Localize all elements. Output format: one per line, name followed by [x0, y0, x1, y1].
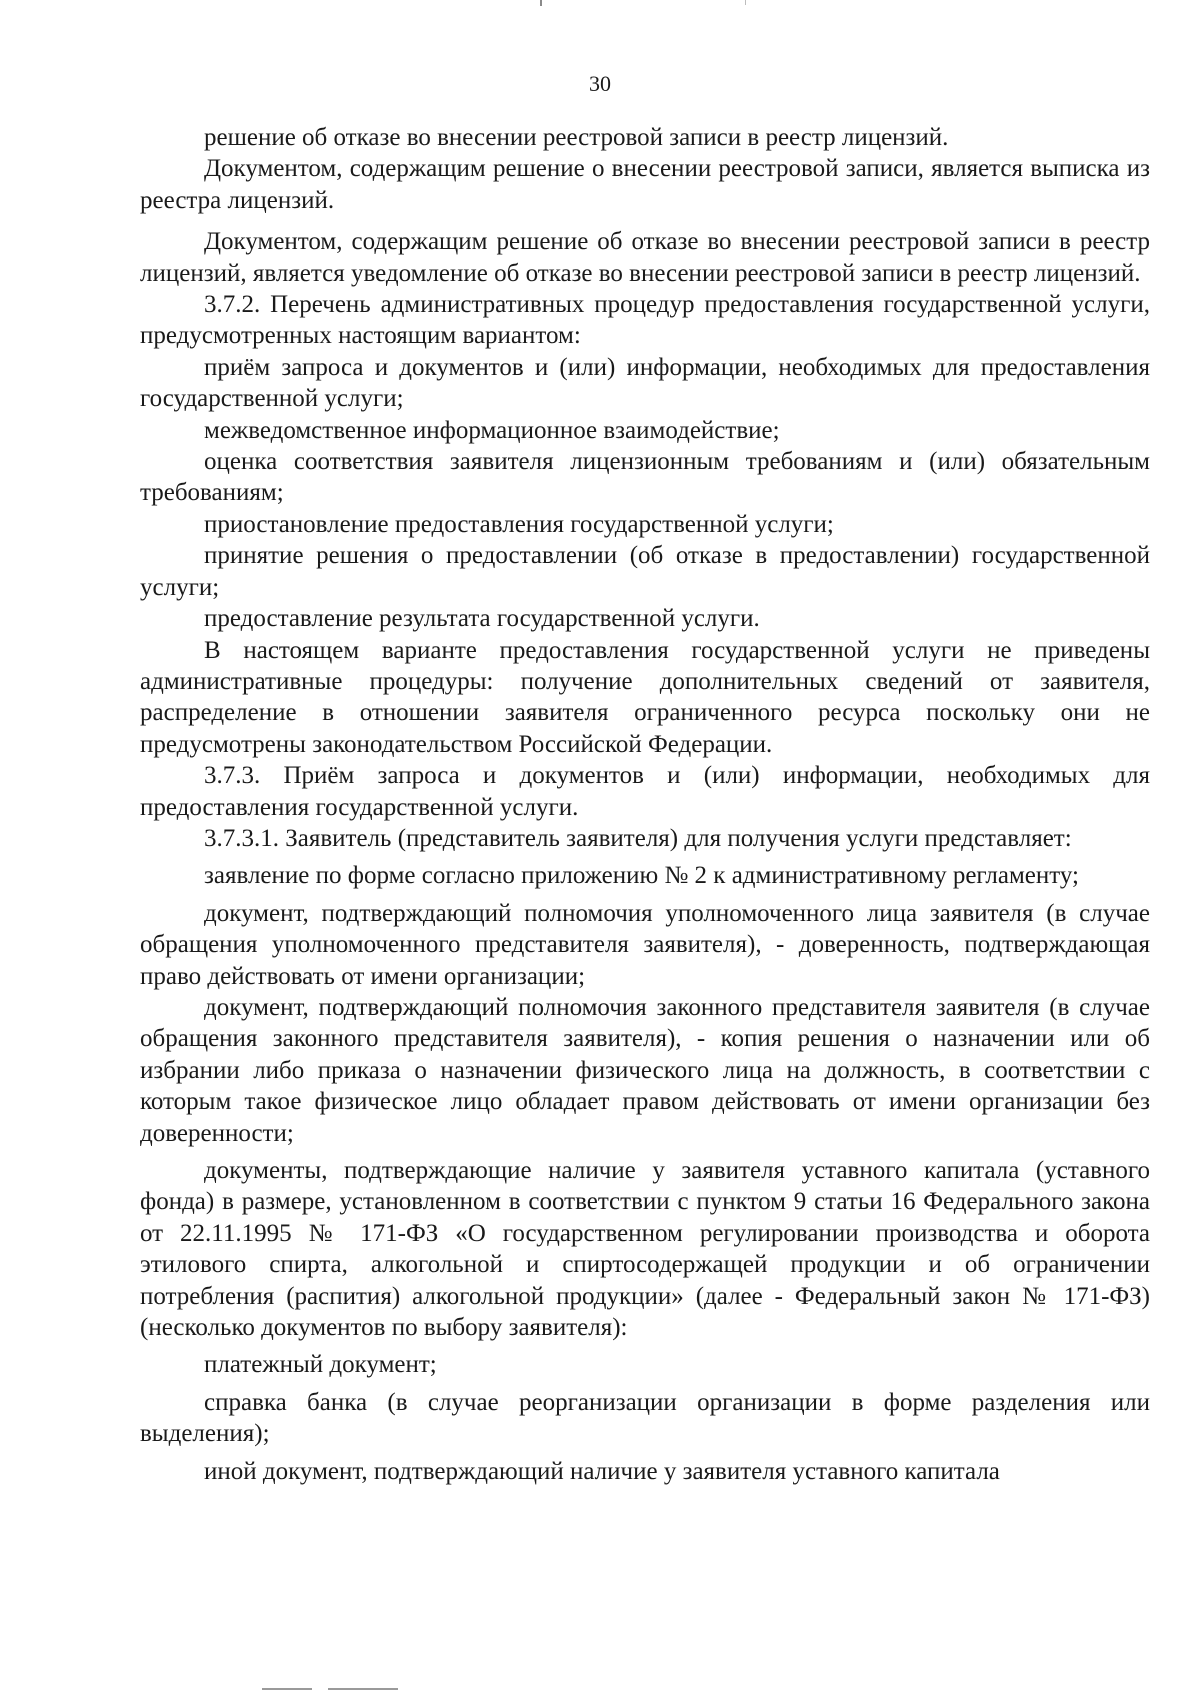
scan-artifact — [328, 1688, 398, 1690]
section-heading-3-7-3: 3.7.3. Приём запроса и документов и (или) информации, необходимых для предоставления государственной услуги. — [140, 762, 1150, 821]
section-heading-3-7-3-1: 3.7.3.1. Заявитель (представитель заявителя) для получения услуги представляет: — [204, 824, 1072, 852]
list-item: документ, подтверждающий полномочия законного представителя заявителя (в случае обращения законного представителя заявителя), - копия решения о назначении или об избрании либо приказа о назначении физического лица на должность, в соответствии с которым такое физическое лицо обладает правом действовать от имени организации без доверенности; — [140, 993, 1150, 1147]
scan-artifact — [540, 0, 542, 6]
paragraph: Документом, содержащим решение о внесении реестровой записи, является выписка из реестра лицензий. — [140, 155, 1150, 214]
list-item: приостановление предоставления государственной услуги; — [204, 510, 834, 538]
scan-artifact — [745, 0, 746, 5]
list-item: платежный документ; — [204, 1351, 437, 1379]
paragraph: решение об отказе во внесении реестровой записи в реестр лицензий. — [204, 124, 949, 151]
list-item: оценка соответствия заявителя лицензионным требованиям и (или) обязательным требованиям; — [140, 448, 1150, 507]
list-item: иной документ, подтверждающий наличие у заявителя уставного капитала — [204, 1457, 1000, 1485]
list-item: принятие решения о предоставлении (об отказе в предоставлении) государственной услуги; — [140, 542, 1150, 601]
scan-artifact — [262, 1688, 312, 1690]
list-item: приём запроса и документов и (или) информации, необходимых для предоставления государственной услуги; — [140, 353, 1150, 413]
list-item: предоставление результата государственной услуги. — [204, 605, 760, 633]
paragraph: Документом, содержащим решение об отказе во внесении реестровой записи в реестр лицензий, является уведомление об отказе во внесении реестровой записи в реестр лицензий. — [140, 228, 1150, 287]
list-item: межведомственное информационное взаимодействие; — [204, 416, 780, 444]
list-item: заявление по форме согласно приложению № 2 к административному регламенту; — [204, 862, 1079, 890]
section-heading-3-7-2: 3.7.2. Перечень административных процедур предоставления государственной услуги, предусмотренных настоящим вариантом: — [140, 291, 1150, 350]
list-item: документы, подтверждающие наличие у заявителя уставного капитала (уставного фонда) в размере, установленном в соответствии с пунктом 9 статьи 16 Федерального закона от 22.11.1995 № 171-ФЗ «О государственном регулировании производства и оборота этилового спирта, алкогольной и спиртосодержащей продукции и об ограничении потребления (распития) алкогольной продукции» (далее - Федеральный закон № 171-ФЗ) (несколько документов по выбору заявителя): — [140, 1157, 1150, 1342]
page-number: 30 — [589, 71, 611, 96]
paragraph: В настоящем варианте предоставления государственной услуги не приведены административные процедуры: получение дополнительных сведений от заявителя, распределение в отношении заявителя ограниченного ресурса поскольку они не предусмотрены законодательством Российской Федерации. — [140, 636, 1150, 758]
document-body — [140, 122, 1150, 1487]
list-item: документ, подтверждающий полномочия уполномоченного лица заявителя (в случае обращения уполномоченного представителя заявителя), - доверенность, подтверждающая право действовать от имени организации; — [140, 899, 1150, 990]
list-item: справка банка (в случае реорганизации организации в форме разделения или выделения); — [140, 1388, 1150, 1448]
